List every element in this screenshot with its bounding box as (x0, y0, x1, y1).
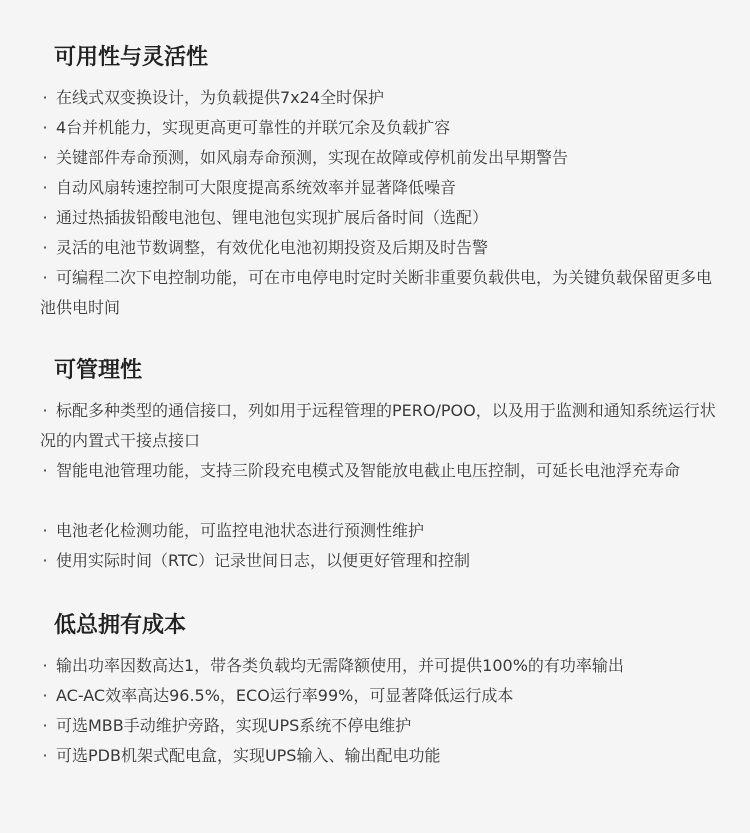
bullet-icon: · (42, 521, 48, 540)
bullet-icon: · (42, 461, 48, 480)
list-item (40, 83, 720, 113)
list-item-text: 智能电池管理功能，支持三阶段充电模式及智能放电截止电压控制，可延长电池浮充寿命 (56, 461, 681, 480)
bullet-icon: · (42, 746, 48, 765)
list-item-text: 标配多种类型的通信接口，列如用于远程管理的PERO/POO，以及用于监测和通知系统运行状况的内置式干接点接口 (40, 401, 716, 450)
bullet-icon: · (42, 401, 48, 420)
bullet-icon: · (42, 716, 48, 735)
list-item-text: 关键部件寿命预测，如风扇寿命预测，实现在故障或停机前发出早期警告 (56, 148, 569, 167)
list-item (40, 681, 720, 711)
list-item (40, 546, 720, 576)
list-item (40, 456, 720, 486)
section-title: 可用性与灵活性 (54, 45, 209, 70)
bullet-icon: · (42, 686, 48, 705)
list-item-text: 通过热插拔铅酸电池包、锂电池包实现扩展后备时间（选配） (56, 208, 489, 227)
bullet-icon: · (42, 88, 48, 107)
list-item (40, 263, 720, 323)
list-item (40, 143, 720, 173)
list-item-text: 可编程二次下电控制功能，可在市电停电时定时关断非重要负载供电，为关键负载保留更多电池供电时间 (40, 268, 713, 317)
list-item (40, 113, 720, 143)
list-item (40, 203, 720, 233)
bullet-icon: · (42, 118, 48, 137)
bullet-icon: · (42, 551, 48, 570)
section-title: 可管理性 (54, 358, 143, 383)
list-item-text: 使用实际时间（RTC）记录世间日志，以便更好管理和控制 (56, 551, 470, 570)
list-item (40, 396, 720, 456)
bullet-icon: · (42, 208, 48, 227)
list-item-text: 电池老化检测功能，可监控电池状态进行预测性维护 (56, 521, 425, 540)
bullet-icon: · (42, 268, 48, 287)
bullet-icon: · (42, 148, 48, 167)
list-item-text: 可选MBB手动维护旁路，实现UPS系统不停电维护 (56, 716, 412, 735)
list-item (40, 516, 720, 546)
list-item (40, 651, 720, 681)
list-item-text: 自动风扇转速控制可大限度提高系统效率并显著降低噪音 (56, 178, 457, 197)
list-item-text: 输出功率因数高达1，带各类负载均无需降额使用，并可提供100%的有功率输出 (56, 656, 624, 675)
list-item-text: 灵活的电池节数调整，有效优化电池初期投资及后期及时告警 (56, 238, 489, 257)
list-item (40, 711, 720, 741)
section-title: 低总拥有成本 (54, 613, 187, 638)
list-item-text: 可选PDB机架式配电盒，实现UPS输入、输出配电功能 (56, 746, 441, 765)
list-item (40, 741, 720, 771)
list-item-text: 4台并机能力，实现更高更可靠性的并联冗余及负载扩容 (56, 118, 451, 137)
list-item (40, 233, 720, 263)
list-item-text: 在线式双变换设计，为负载提供7x24全时保护 (56, 88, 385, 107)
list-item-text: AC-AC效率高达96.5%，ECO运行率99%，可显著降低运行成本 (56, 686, 514, 705)
list-item (40, 173, 720, 203)
bullet-icon: · (42, 178, 48, 197)
bullet-icon: · (42, 656, 48, 675)
bullet-icon: · (42, 238, 48, 257)
